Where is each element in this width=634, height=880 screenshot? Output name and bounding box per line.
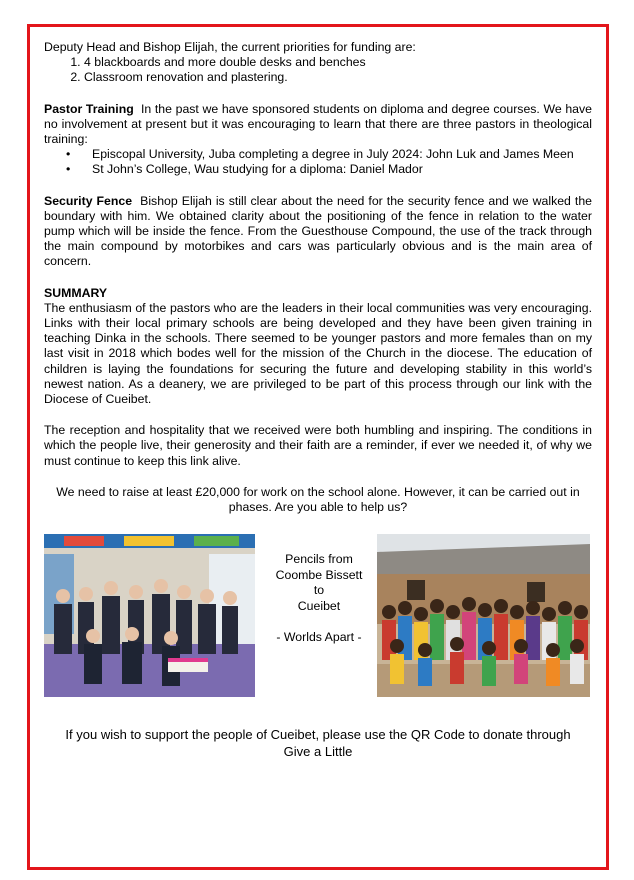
summary-heading-label: SUMMARY <box>44 285 108 300</box>
cueibet-children-photo <box>377 534 590 697</box>
appeal-text: We need to raise at least £20,000 for work on the school alone. However, it can be carried out in phases. Are you able to help us? <box>56 484 580 515</box>
caption-line: Cueibet <box>297 598 341 613</box>
pastor-list-item: • St John’s College, Wau studying for a diploma: Daniel Mador <box>66 162 592 177</box>
photo-row <box>44 534 592 698</box>
document-body <box>44 40 592 515</box>
pastor-list <box>44 147 592 177</box>
caption-line: to <box>313 583 325 597</box>
priority-item: 1. 4 blackboards and more double desks and benches <box>84 55 592 70</box>
caption-line: - Worlds Apart - <box>276 629 362 644</box>
classroom-photo <box>44 534 255 697</box>
priority-item: 2. Classroom renovation and plastering. <box>84 70 592 85</box>
donation-message <box>44 727 592 760</box>
photo-caption <box>254 552 384 645</box>
caption-line: Coombe Bissett <box>275 567 363 582</box>
security-fence-paragraph <box>44 194 592 270</box>
caption-line: Pencils from <box>285 552 353 566</box>
summary-heading <box>44 286 592 301</box>
pastor-training-paragraph <box>44 102 592 148</box>
priority-list <box>44 55 592 85</box>
pastor-list-item: • Episcopal University, Juba completing a degree in July 2024: John Luk and James Meen <box>66 147 592 162</box>
pastor-training-heading: Pastor Training <box>44 101 134 116</box>
security-fence-text: Bishop Elijah is still clear about the need for the security fence and we walked the boundary with him. We obtained clarity about the positioning of the fence in relation to the water pump which will be inside the fence. From the Guesthouse Compound, the use of the track through the main compound by motorbikes and cars was particularly obvious and is the main area of concern. <box>44 193 592 269</box>
donation-line: If you wish to support the people of Cueibet, please use the QR Code to donate through <box>65 727 571 742</box>
intro-text: Deputy Head and Bishop Elijah, the current priorities for funding are: <box>44 40 416 54</box>
pastor-training-text: In the past we have sponsored students on diploma and degree courses. We have no involvement at present but it was encouraging to learn that there are three pastors in theological training: <box>44 101 592 147</box>
security-fence-heading: Security Fence <box>44 193 133 208</box>
donation-line: Give a Little <box>283 743 353 759</box>
reception-text: The reception and hospitality that we received were both humbling and inspiring. The conditions in which the people live, their generosity and their faith are a reminder, if ever we needed it, of why we must continue to keep this link alive. <box>44 423 592 468</box>
summary-text: The enthusiasm of the pastors who are the leaders in their local communities was very encouraging. Links with their local primary schools are being developed and they have been given training in teaching Dinka in the schools. There seemed to be younger pastors and more females than on my last visit in 2018 which bodes well for the mission of the Church in the diocese. The education of children is laying the foundations for securing the future and developing stability in this world’s newest nation. As a deanery, we are privileged to be part of this process through our link with the Diocese of Cueibet. <box>44 300 592 407</box>
